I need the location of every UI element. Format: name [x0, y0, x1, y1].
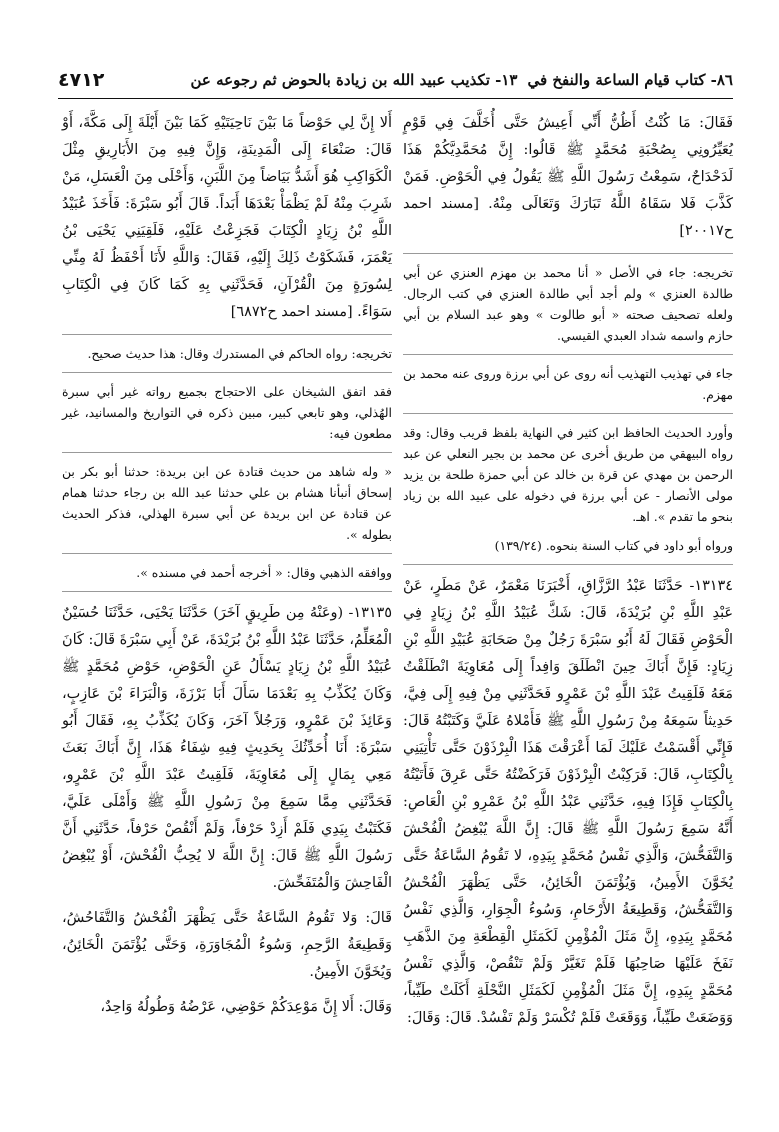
paragraph: جاء في تهذيب التهذيب أنه روى عن أبي برزة وروى عنه محمد بن مهزم.	[403, 366, 733, 402]
paragraph: ووافقه الذهبي وقال: « أخرجه أحمد في مسنده ».	[136, 565, 392, 580]
divider	[403, 253, 733, 254]
paragraph: فَقَالَ: مَا كُنْتُ أَظُنُّ أَنِّي أَعِيشُ حَتَّى أُخَلَّفَ فِي قَوْمٍ يُعَيِّرُونِي بِصُحْبَةِ مُحَمَّدٍ ﷺ قَالُوا: إِنَّ مُحَمَّدِيَّكُمْ هَذَا لَدَحْدَاحٌ، سَمِعْتُ رَسُولَ اللَّهِ ﷺ يَقُولُ فِي الْحَوْضِ. فَمَنْ كَذَّبَ فَلا سَقَاهُ اللَّهُ تَبَارَكَ وَتَعَالَى مِنْهُ. [مسند احمد ح٢٠٠١٧]	[403, 115, 733, 239]
paragraph: تخريجه: جاء في الأصل « أنا محمد بن مهزم العنزي عن أبي طالدة العنزي » ولم أجد أبي طالدة العنزي في كتب الرجال. ولعله تصحيف صحته « أبو طالوت » وهو عبد السلام بن أبي حازم واسمه شداد العبدي القيسي.	[403, 265, 733, 343]
divider	[403, 413, 733, 414]
paragraph: ورواه أبو داود في كتاب السنة بنحوه. (١٣٩/٢٤)	[494, 538, 733, 553]
paragraph: وَقَالَ: أَلا إِنَّ مَوْعِدَكُمْ حَوْضِي، عَرْضُهُ وَطُولُهُ وَاحِدٌ،	[100, 999, 392, 1015]
divider	[62, 591, 392, 592]
paragraph: ١٣١٣٤- حَدَّثَنَا عَبْدُ الرَّزَّاقِ، أَخْبَرَنَا مَعْمَرٌ، عَنْ مَطَرٍ، عَنْ عَبْدِ اللَّهِ بْنِ بُرَيْدَةَ، قَالَ: شَكَّ عُبَيْدُ اللَّهِ بْنُ زِيَادٍ فِي الْحَوْضِ فَقَالَ لَهُ أَبُو سَبْرَةَ رَجُلٌ مِنْ صَحَابَةِ عُبَيْدِ اللَّهِ بْنِ زِيَادٍ: فَإِنَّ أَبَاكَ حِينَ انْطَلَقَ وَافِداً إِلَى مُعَاوِيَةَ انْطَلَقْتُ مَعَهُ فَلَقِيتُ عَبْدَ اللَّهِ بْنَ عَمْرٍو فَحَدَّثَنِي مِنْ فِيهِ إِلَى فِيَّ، حَدِيثاً سَمِعَهُ مِنْ رَسُولِ اللَّهِ ﷺ فَأَمْلاهُ عَلَيَّ وَكَتَبْتُهُ قَالَ: فَإِنِّي أَقْسَمْتُ عَلَيْكَ لَمَا أَعْرَقْتَ هَذَا الْبِرْذَوْنَ حَتَّى تَأْتِيَنِي بِالْكِتَابِ، قَالَ: فَرَكِبْتُ الْبِرْذَوْنَ فَرَكَضْتُهُ حَتَّى عَرِقَ فَأَتَيْتُهُ بِالْكِتَابِ فَإِذَا فِيهِ، حَدَّثَنِي عَبْدُ اللَّهِ بْنُ عَمْرِو بْنِ الْعَاصِ: أَنَّهُ سَمِعَ رَسُولَ اللَّهِ ﷺ قَالَ: إِنَّ اللَّهَ يُبْغِضُ الْفُحْشَ وَالتَّفَحُّشَ، وَالَّذِي نَفْسُ مُحَمَّدٍ بِيَدِهِ، لا تَقُومُ السَّاعَةُ حَتَّى يُخَوَّنَ الأَمِينُ، وَيُؤْتَمَنَ الْخَائِنُ، حَتَّى يَظْهَرَ الْفُحْشُ وَالتَّفَحُّشُ، وَقَطِيعَةُ الأَرْحَامِ، وَسُوءُ الْجِوَارِ، وَالَّذِي نَفْسُ مُحَمَّدٍ بِيَدِهِ، إِنَّ مَثَلَ الْمُؤْمِنِ لَكَمَثَلِ الْقِطْعَةِ مِنَ الذَّهَبِ نَفَخَ عَلَيْهَا صَاحِبُهَا فَلَمْ تَغَيَّرْ وَلَمْ تَنْقُصْ، وَالَّذِي نَفْسُ مُحَمَّدٍ بِيَدِهِ، إِنَّ مَثَلَ الْمُؤْمِنِ لَكَمَثَلِ النَّحْلَةِ أَكَلَتْ طَيِّباً، وَوَضَعَتْ طَيِّباً، وَوَقَعَتْ فَلَمْ تُكْسَرْ وَلَمْ تَفْسُدْ. قَالَ: وَقَالَ:	[403, 578, 733, 1026]
paragraph: فقد اتفق الشيخان على الاحتجاج بجميع رواته غير أبي سبرة الهُذلي، وهو تابعي كبير، مبين ذكره في التواريخ والمسانيد، غير مطعون فيه:	[62, 384, 392, 441]
divider	[62, 452, 392, 453]
book-title: ٨٦- كتاب قيام الساعة والنفخ في	[527, 71, 733, 89]
divider	[62, 372, 392, 373]
left-column	[62, 110, 392, 1029]
page-header	[58, 62, 733, 99]
paragraph: قَالَ: وَلا تَقُومُ السَّاعَةُ حَتَّى يَظْهَرَ الْفُحْشُ وَالتَّفَاحُشُ، وَقَطِيعَةُ الرَّحِمِ، وَسُوءُ الْمُجَاوَرَةِ، وَحَتَّى يُؤْتَمَنَ الْخَائِنُ، وَيُخَوَّنَ الأَمِينُ.	[62, 910, 392, 980]
paragraph: تخريجه: رواه الحاكم في المستدرك وقال: هذا حديث صحيح.	[87, 346, 392, 361]
divider	[62, 553, 392, 554]
right-column	[403, 110, 733, 1040]
paragraph: أَلا إِنَّ لِي حَوْضاً مَا بَيْنَ نَاحِيَتَيْهِ كَمَا بَيْنَ أَيْلَةَ إِلَى مَكَّةَ، أَوْ قَالَ: صَنْعَاءَ إِلَى الْمَدِينَةِ، وَإِنَّ فِيهِ مِنَ الأَبَارِيقِ مِثْلَ الْكَوَاكِبِ هُوَ أَشَدُّ بَيَاضاً مِنَ اللَّبَنِ، وَأَحْلَى مِنَ الْعَسَلِ، مَنْ شَرِبَ مِنْهُ لَمْ يَظْمَأْ بَعْدَهَا أَبَداً. قَالَ أَبُو سَبْرَةَ: فَأَخَذَ عُبَيْدُ اللَّهِ بْنُ زِيَادٍ الْكِتَابَ فَجَزِعْتُ عَلَيْهِ، فَلَقِيَنِي يَحْيَى بْنُ يَعْمَرَ، فَشَكَوْتُ ذَلِكَ إِلَيْهِ، فَقَالَ: وَاللَّهِ لأَنَا أَحْفَظُ لَهُ مِنِّي لِسُورَةٍ مِنَ الْقُرْآنِ، فَحَدَّثَنِي بِهِ كَمَا كَانَ فِي الْكِتَابِ سَوَاءً. [مسند احمد ح٦٨٧٢]	[62, 115, 392, 320]
paragraph: « وله شاهد من حديث قتادة عن ابن بريدة: حدثنا أبو بكر بن إسحاق أنبأنا هشام بن علي حدثنا عبد الله بن رجاء حدثنا همام عن قتادة عن ابن بريدة عن أبي سبرة الهذلي، فذكر الحديث بطوله ».	[62, 464, 392, 542]
divider	[403, 564, 733, 565]
divider	[62, 334, 392, 335]
divider	[403, 354, 733, 355]
page-number: ٤٧١٢	[58, 69, 105, 91]
running-titles	[190, 71, 733, 89]
chapter-title: ١٣- تكذيب عبيد الله بن زيادة بالحوض ثم رجوعه عن	[190, 71, 518, 89]
paragraph: وأورد الحديث الحافظ ابن كثير في النهاية بلفظ قريب وقال: وقد رواه البيهقي من طريق أخرى عن محمد بن بجير النعلي عن عبد الرحمن بن مهدي عن قرة بن خالد عن أبي حمزة طلحة بن يزيد مولى الأنصار - عن أبي برزة في دخوله على عبيد الله بن زياد بنحو ما تقدم ». اهـ.	[403, 425, 733, 524]
paragraph: ١٣١٣٥- (وعَنْهُ مِن طَرِيقٍ آخَرَ) حَدَّثَنَا يَحْيَى، حَدَّثَنَا حُسَيْنٌ الْمُعَلِّمُ، حَدَّثَنَا عَبْدُ اللَّهِ بْنُ بُرَيْدَةَ، عَنْ أَبِي سَبْرَةَ قَالَ: كَانَ عُبَيْدُ اللَّهِ بْنُ زِيَادٍ يَسْأَلُ عَنِ الْحَوْضِ، حَوْضِ مُحَمَّدٍ ﷺ وَكَانَ يُكَذِّبُ بِهِ بَعْدَمَا سَأَلَ أَبَا بَرْزَةَ، وَالْبَرَاءَ بْنَ عَازِبٍ، وَعَائِذَ بْنَ عَمْرٍو، وَرَجُلاً آخَرَ، وَكَانَ يُكَذِّبُ بِهِ، فَقَالَ أَبُو سَبْرَةَ: أَنَا أُحَدِّثُكَ بِحَدِيثٍ فِيهِ شِفَاءُ هَذَا، إِنَّ أَبَاكَ بَعَثَ مَعِي بِمَالٍ إِلَى مُعَاوِيَةَ، فَلَقِيتُ عَبْدَ اللَّهِ بْنَ عَمْرٍو، فَحَدَّثَنِي مِمَّا سَمِعَ مِنْ رَسُولِ اللَّهِ ﷺ وَأَمْلَى عَلَيَّ، فَكَتَبْتُ بِيَدِي فَلَمْ أَزِدْ حَرْفاً، وَلَمْ أَنْقُصْ حَرْفاً، حَدَّثَنِي أَنَّ رَسُولَ اللَّهِ ﷺ قَالَ: إِنَّ اللَّهَ لا يُحِبُّ الْفُحْشَ، أَوْ يُبْغِضُ الْفَاحِشَ وَالْمُتَفَحِّشَ.	[62, 605, 392, 891]
